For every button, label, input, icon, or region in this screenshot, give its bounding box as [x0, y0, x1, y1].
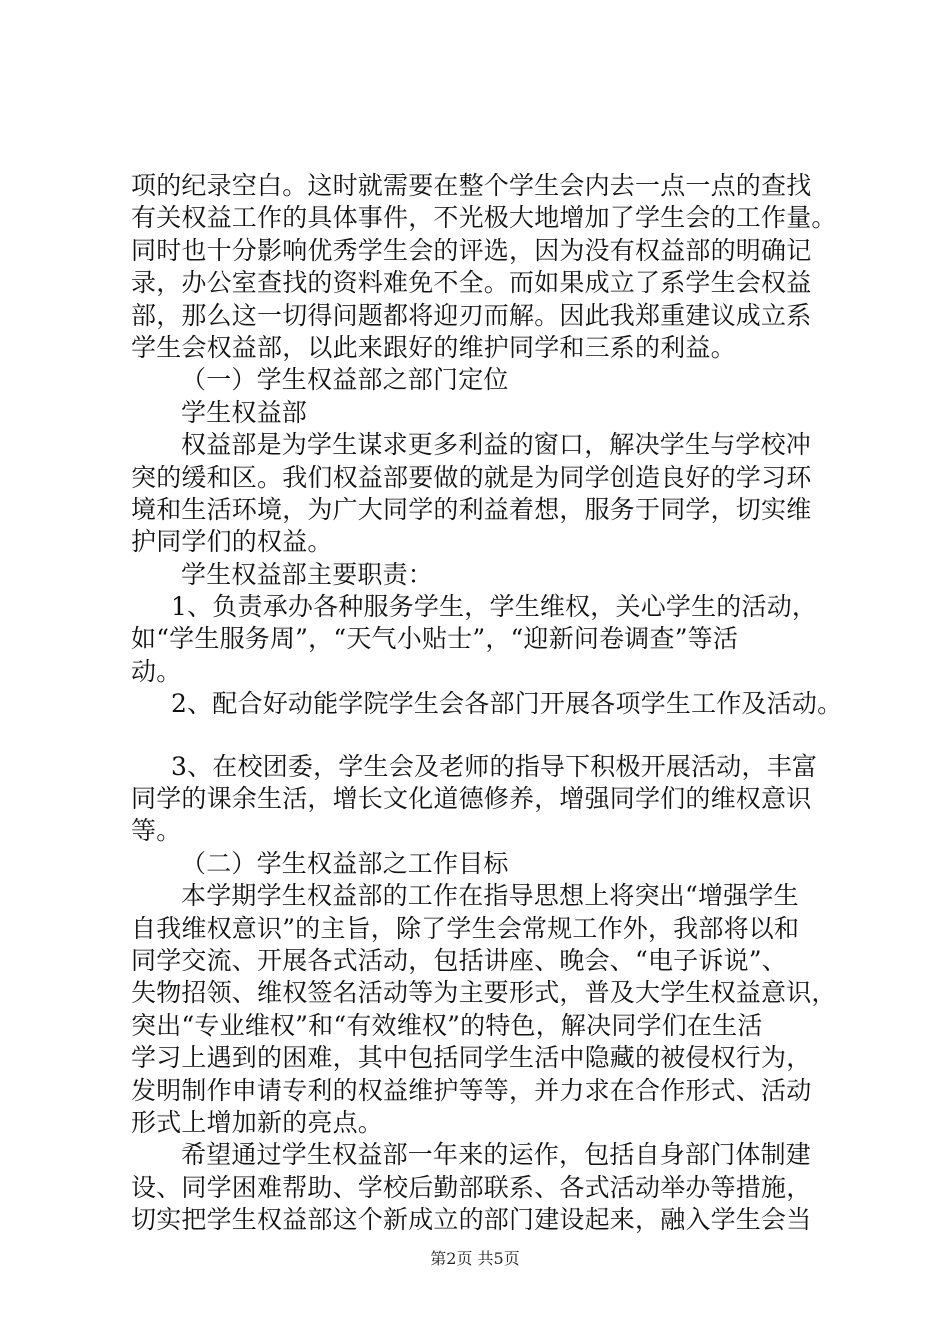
text-line: 本学期学生权益部的工作在指导思想上将突出“增强学生 [181, 881, 799, 911]
subheading-duties: 学生权益部主要职责： [181, 559, 434, 589]
text-line: 学习上遇到的困难，其中包括同学生活中隐藏的被侵权行为， [131, 1043, 812, 1073]
section-heading-goals: （二）学生权益部之工作目标 [181, 848, 509, 878]
text-line: 学生会权益部，以此来跟好的维护同学和三系的利益。 [131, 332, 736, 362]
text-line: 形式上增加新的亮点。 [131, 1107, 384, 1137]
text-line: 同学的课余生活，增长文化道德修养，增强同学们的维权意识 [131, 784, 812, 814]
text-line: 如“学生服务周”，“天气小贴士”，“迎新问卷调查”等活 [131, 624, 739, 654]
text-line: 切实把学生权益部这个新成立的部门建设起来，融入学生会当 [131, 1205, 812, 1235]
text-line: 希望通过学生权益部一年来的运作，包括自身部门体制建 [181, 1140, 812, 1170]
text-line: 失物招领、维权签名活动等为主要形式，普及大学生权益意识， [131, 978, 837, 1008]
section-heading-positioning: （一）学生权益部之部门定位 [181, 365, 509, 395]
text-line: 同时也十分影响优秀学生会的评选，因为没有权益部的明确记 [131, 235, 812, 265]
spacer [131, 721, 846, 751]
text-line: 等。 [131, 816, 182, 846]
text-line: 同学交流、开展各式活动，包括讲座、晚会、“电子诉说”、 [131, 945, 787, 975]
text-line: 权益部是为学生谋求更多利益的窗口，解决学生与学校冲 [181, 430, 812, 460]
text-line: 动。 [131, 656, 182, 686]
text-line: 自我维权意识”的主旨，除了学生会常规工作外，我部将以和 [131, 913, 800, 943]
page-number-footer: 第2页 共5页 [430, 1249, 520, 1268]
text-line: 境和生活环境，为广大同学的利益着想，服务于同学，切实维 [131, 494, 812, 524]
text-line: 护同学们的权益。 [131, 527, 333, 557]
text-line: 有关权益工作的具体事件，不光极大地增加了学生会的工作量。 [131, 203, 837, 233]
text-line: 发明制作申请专利的权益维护等等，并力求在合作形式、活动 [131, 1075, 812, 1105]
text-line: 突的缓和区。我们权益部要做的就是为同学创造良好的学习环 [131, 462, 812, 492]
list-item-3: 3、在校团委，学生会及老师的指导下积极开展活动，丰富 [171, 751, 818, 781]
list-item-1: 1、负责承办各种服务学生，学生维权，关心学生的活动， [171, 592, 818, 622]
list-item-2: 2、配合好动能学院学生会各部门开展各项学生工作及活动。 [171, 689, 843, 719]
text-line: 录，办公室查找的资料难免不全。而如果成立了系学生会权益 [131, 268, 812, 298]
text-line: 项的纪录空白。这时就需要在整个学生会内去一点一点的查找 [131, 171, 812, 200]
text-line: 设、同学困难帮助、学校后勤部联系、各式活动举办等措施， [131, 1172, 812, 1202]
document-body [131, 170, 846, 1237]
text-line: 突出“专业维权”和“有效维权”的特色，解决同学们在生活 [131, 1010, 763, 1040]
text-line: 部，那么这一切得问题都将迎刃而解。因此我郑重建议成立系 [131, 300, 812, 330]
subheading-department: 学生权益部 [181, 397, 308, 427]
